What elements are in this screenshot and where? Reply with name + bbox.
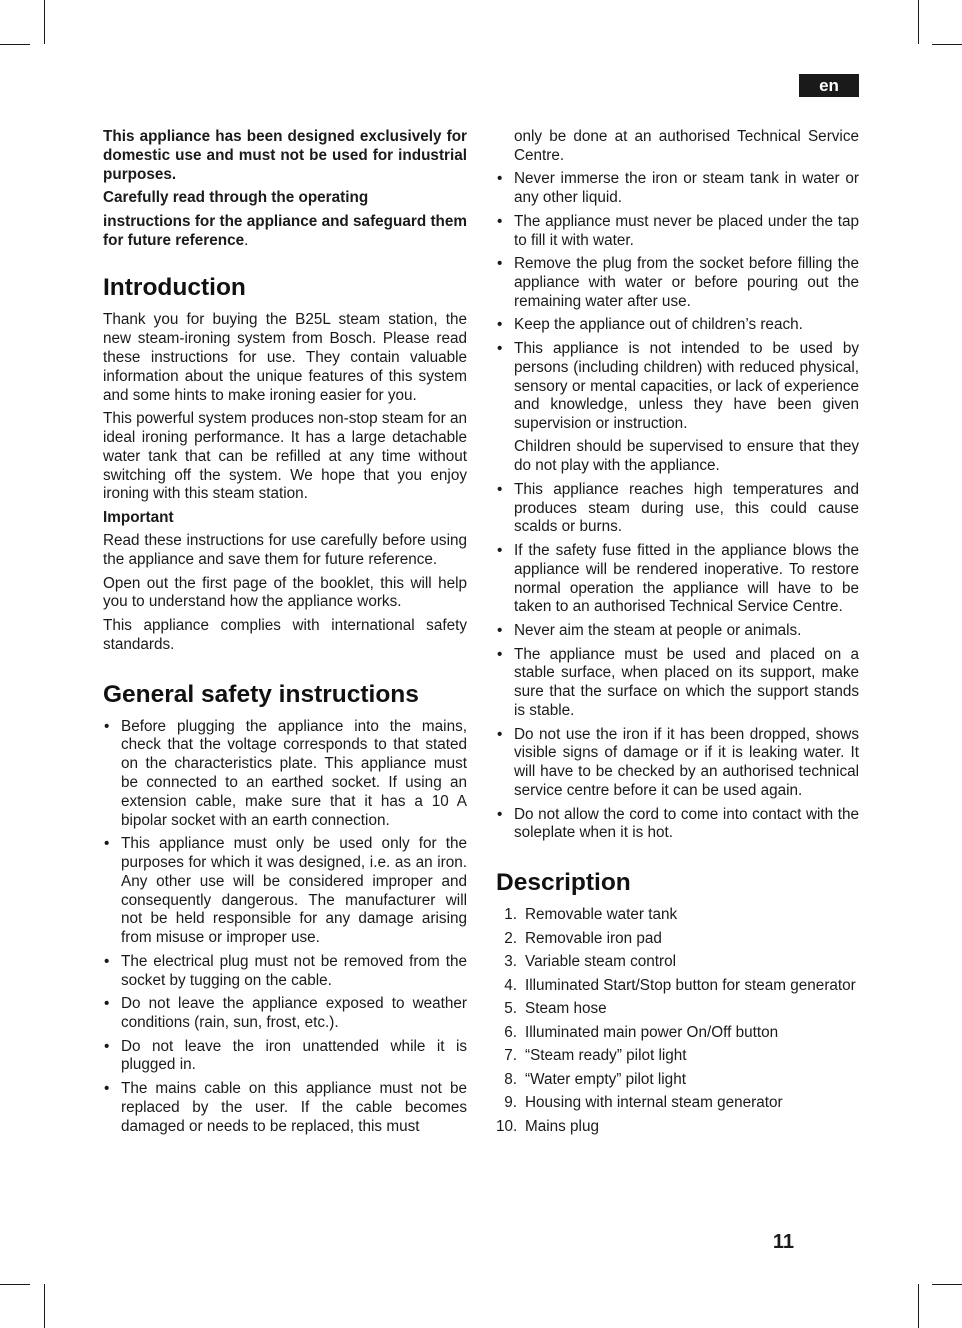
description-item (496, 906, 859, 925)
crop-mark (0, 44, 30, 45)
item-text: “Steam ready” pilot light (525, 1047, 687, 1065)
notice-read-instructions: Carefully read through the operating (103, 189, 369, 207)
item-text: “Water empty” pilot light (525, 1070, 686, 1088)
page-number: 11 (772, 1231, 794, 1253)
language-tab: en (799, 74, 859, 97)
list-item-text: The mains cable on this appliance must not be replaced by the user. If the cable becomes damaged or needs to be replaced, this must (121, 1079, 467, 1135)
item-number: 6. (504, 1023, 517, 1041)
description-item (496, 1000, 859, 1019)
crop-mark (932, 44, 962, 45)
list-item (496, 542, 859, 617)
important-paragraph: This appliance complies with international safety standards. (103, 617, 467, 653)
list-item (496, 622, 859, 641)
bullet-icon: • (104, 1037, 110, 1055)
bullet-icon: • (497, 212, 503, 230)
bullet-icon: • (104, 995, 110, 1013)
list-item (103, 1038, 467, 1076)
bullet-icon: • (497, 725, 503, 743)
item-text: Mains plug (525, 1117, 599, 1135)
important-heading: Important (103, 508, 174, 526)
bullet-icon: • (497, 255, 503, 273)
crop-mark (44, 0, 45, 44)
bullet-icon: • (104, 835, 110, 853)
item-number: 5. (504, 1000, 517, 1018)
description-item (496, 1071, 859, 1090)
item-number: 8. (504, 1070, 517, 1088)
list-item (496, 170, 859, 208)
item-number: 7. (504, 1047, 517, 1065)
crop-mark (918, 1284, 919, 1328)
notice-domestic-use: This appliance has been designed exclusively for domestic use and must not be used for industrial purposes. (103, 128, 467, 183)
list-item (496, 726, 859, 801)
safety-list-left (103, 718, 467, 1137)
description-heading: Description (496, 869, 631, 897)
list-item (496, 646, 859, 721)
item-number: 4. (504, 976, 517, 994)
item-number: 9. (504, 1094, 517, 1112)
item-text: Illuminated main power On/Off button (525, 1023, 779, 1041)
list-item-text: This appliance reaches high temperatures and produces steam during use, this could cause scalds or burns. (514, 480, 859, 536)
list-item (496, 255, 859, 311)
description-item (496, 977, 859, 996)
crop-mark (0, 1284, 30, 1285)
list-item-text: The appliance must be used and placed on a stable surface, when placed on its support, make sure that the surface on which the support stands is stable. (514, 645, 859, 719)
list-item-text: This appliance is not intended to be used by persons (including children) with reduced physical, sensory or mental capacities, or lack of experience and knowledge, unless they have been given supervision or instruction. (514, 339, 859, 433)
list-item-text: The electrical plug must not be removed from the socket by tugging on the cable. (121, 952, 467, 989)
list-item (496, 340, 859, 476)
description-item (496, 930, 859, 949)
safety-heading: General safety instructions (103, 680, 419, 708)
item-text: Removable water tank (525, 906, 678, 924)
description-item (496, 1047, 859, 1066)
item-number: 3. (504, 953, 517, 971)
important-paragraph: Open out the first page of the booklet, this will help you to understand how the appliance works. (103, 574, 467, 611)
description-item (496, 1118, 859, 1137)
description-item (496, 953, 859, 972)
description-item (496, 1094, 859, 1113)
bullet-icon: • (497, 316, 503, 334)
list-item (103, 1080, 467, 1136)
intro-paragraph: Thank you for buying the B25L steam station, the new steam-ironing system from Bosch. Please read these instructions for use. They contain valuable information about the unique features of this system and some hints to make ironing easier for you. (103, 311, 467, 404)
bullet-icon: • (497, 622, 503, 639)
bullet-icon: • (497, 170, 503, 188)
item-text: Removable iron pad (525, 929, 662, 947)
bullet-icon: • (104, 717, 110, 735)
item-number: 1. (504, 906, 517, 924)
bullet-icon: • (497, 645, 503, 663)
notice-safeguard (103, 213, 467, 251)
list-item-text: Before plugging the appliance into the mains, check that the voltage corresponds to that stated on the characteristics plate. This appliance must be connected to an earthed socket. If using an extension cable, make sure that it has a 10 A bipolar socket with an earth connection. (121, 717, 467, 829)
list-item-text: only be done at an authorised Technical Service Centre. (514, 128, 859, 164)
bullet-icon: • (497, 805, 503, 823)
list-item (103, 953, 467, 991)
list-item-continuation (496, 128, 859, 166)
notice-period: . (244, 231, 249, 249)
description-list (496, 906, 859, 1136)
children-note: Children should be supervised to ensure that they do not play with the appliance. (514, 438, 859, 475)
list-item-text: Never aim the steam at people or animals. (514, 622, 802, 639)
list-item-text: Remove the plug from the socket before filling the appliance with water or before pouring out the remaining water after use. (514, 255, 859, 310)
list-item-text: If the safety fuse fitted in the appliance blows the appliance will be rendered inoperative. To restore normal operation the appliance will have to be taken to an authorised Technical Service Centre. (514, 542, 859, 616)
list-item-text: Do not leave the appliance exposed to weather conditions (rain, sun, frost, etc.). (121, 995, 467, 1031)
list-item (103, 835, 467, 948)
list-item (496, 806, 859, 844)
bullet-icon: • (104, 952, 110, 970)
list-item (496, 213, 859, 251)
notice-safeguard-text: instructions for the appliance and safeguard them for future reference (103, 212, 467, 249)
list-item-text: Do not allow the cord to come into contact with the soleplate when it is hot. (514, 805, 859, 842)
bullet-icon: • (497, 480, 503, 498)
item-text: Variable steam control (525, 953, 677, 971)
list-item-text: The appliance must never be placed under the tap to fill it with water. (514, 212, 859, 249)
item-number: 10. (496, 1117, 518, 1135)
item-text: Housing with internal steam generator (525, 1094, 783, 1112)
crop-mark (44, 1284, 45, 1328)
important-paragraph: Read these instructions for use carefully before using the appliance and save them for future reference. (103, 532, 467, 569)
list-item (103, 995, 467, 1033)
list-item (496, 316, 859, 335)
item-text: Steam hose (525, 1000, 607, 1018)
bullet-icon: • (104, 1079, 110, 1097)
left-column (103, 128, 467, 1141)
list-item-text: Do not leave the iron unattended while it is plugged in. (121, 1037, 467, 1074)
list-item-text: Never immerse the iron or steam tank in water or any other liquid. (514, 170, 859, 207)
safety-list-right (496, 128, 859, 843)
list-item (496, 481, 859, 537)
item-text: Illuminated Start/Stop button for steam generator (525, 976, 856, 994)
crop-mark (918, 0, 919, 44)
bullet-icon: • (497, 542, 503, 560)
introduction-heading: Introduction (103, 274, 246, 302)
list-item-text: Do not use the iron if it has been dropped, shows visible signs of damage or if it is leaking water. It will have to be checked by an authorised technical service centre before it can be used again. (514, 725, 859, 799)
right-column (496, 128, 859, 1141)
crop-mark (932, 1284, 962, 1285)
bullet-icon: • (497, 339, 503, 357)
list-item-text: Keep the appliance out of children’s reach. (514, 316, 803, 334)
list-item (103, 718, 467, 831)
intro-paragraph: This powerful system produces non-stop steam for an ideal ironing performance. It has a large detachable water tank that can be refilled at any time without switching off the system. We hope that you enjoy ironing with this steam station. (103, 410, 467, 503)
item-number: 2. (504, 929, 517, 947)
description-item (496, 1024, 859, 1043)
list-item-text: This appliance must only be used only for the purposes for which it was designed, i.e. as an iron. Any other use will be considered improper and consequently dangerous. The manufacturer will not be held responsible for any damage arising from misuse or improper use. (121, 835, 467, 947)
